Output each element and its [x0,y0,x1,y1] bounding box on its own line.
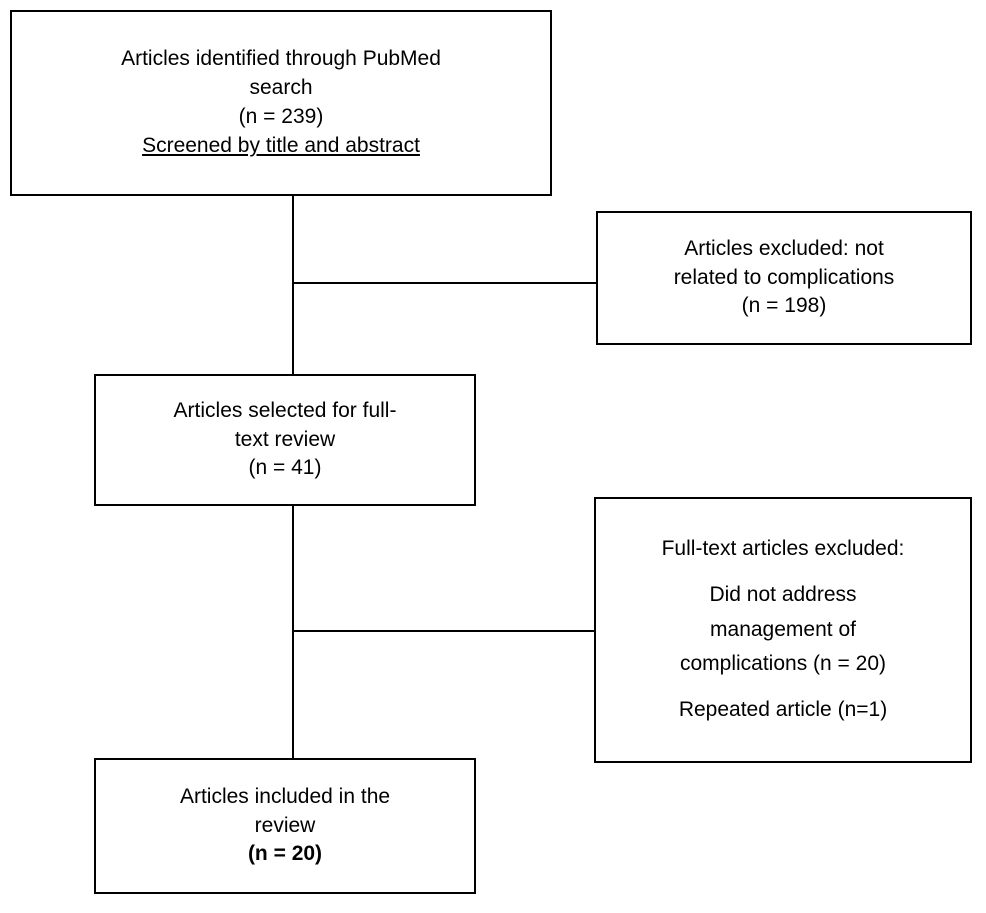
node-articles-excluded-screening [596,211,972,345]
node-line: Repeated article (n=1) [678,698,888,722]
node-line: (n = 239) [238,105,324,128]
connector-identified-to-fulltext [292,196,294,374]
node-line: management of [710,617,856,641]
node-line: search [249,76,313,100]
node-line: (n = 41) [248,456,322,480]
node-articles-identified [10,10,552,196]
node-line-underlined: Screened by title and abstract [142,133,420,157]
node-articles-included [94,758,476,894]
node-line: Articles excluded: not [684,236,884,260]
node-line: (n = 198) [741,294,827,318]
node-line: related to complications [673,265,895,289]
connector-to-excluded-screening [292,282,596,284]
connector-fulltext-to-included [292,506,294,758]
node-line: Articles included in the [179,784,391,808]
node-full-text-articles-excluded [594,497,972,763]
node-line: Did not address [709,582,857,606]
node-line: Full-text articles excluded: [661,536,905,560]
node-line-bold: (n = 20) [247,842,323,866]
node-line: text review [234,427,336,451]
node-line: review [254,813,316,837]
connector-to-excluded-fulltext [292,630,594,632]
node-line: Articles identified through PubMed [121,47,441,71]
node-articles-full-text-review [94,374,476,506]
node-line: complications (n = 20) [679,652,886,676]
node-line: Articles selected for full- [173,398,397,422]
